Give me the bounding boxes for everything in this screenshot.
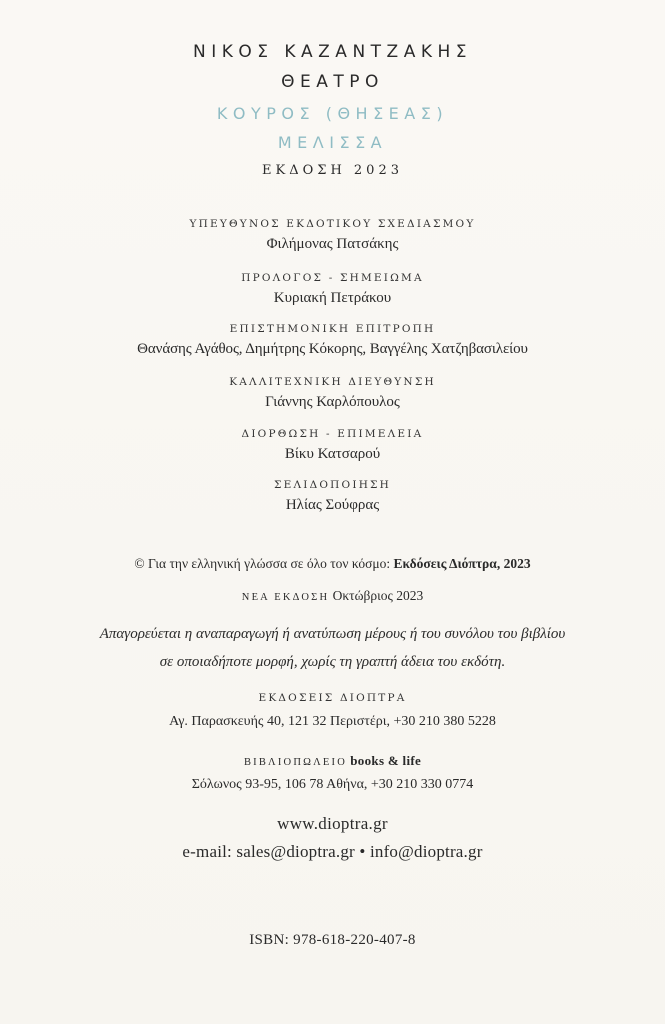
credit-role: ΚΑΛΛΙΤΕΧΝΙΚΗ ΔΙΕΥΘΥΝΣΗ xyxy=(229,376,436,388)
email-prefix: e-mail: xyxy=(182,842,237,861)
bookshop-address: Σόλωνος 93-95, 106 78 Αθήνα, +30 210 330 0774 xyxy=(191,777,474,792)
credit-role: ΠΡΟΛΟΓΟΣ - ΣΗΜΕΙΩΜΑ xyxy=(241,272,424,284)
credit-name: Γιάννης Καρλόπουλος xyxy=(265,394,400,410)
collection-title: ΘΕΑΤΡΟ xyxy=(281,72,384,92)
copyright-holder: Εκδόσεις Διόπτρα, 2023 xyxy=(393,556,531,571)
email-separator: • xyxy=(354,842,370,861)
rights-notice-line-2: σε οποιαδήποτε μορφή, χωρίς τη γραπτή άδεια του εκδότη. xyxy=(159,654,506,670)
isbn-number: ISBN: 978-618-220-407-8 xyxy=(249,932,416,948)
credit-role: ΣΕΛΙΔΟΠΟΙΗΣΗ xyxy=(273,479,392,491)
edition-label: ΕΚΔΟΣΗ 2023 xyxy=(262,163,403,178)
website-line xyxy=(0,814,665,834)
bookshop-label: ΒΙΒΛΙΟΠΩΛΕΙΟ xyxy=(243,757,348,768)
new-edition-label: ΝΕΑ ΕΚΔΟΣΗ xyxy=(241,592,330,603)
credit-name: Θανάσης Αγάθος, Δημήτρης Κόκορης, Βαγγέλης Χατζηβασιλείου xyxy=(137,341,528,357)
new-edition-date: Οκτώβριος 2023 xyxy=(332,588,424,603)
publisher-label: ΕΚΔΟΣΕΙΣ ΔΙΟΠΤΡΑ xyxy=(258,692,407,704)
credit-name: Ηλίας Σούφρας xyxy=(285,497,380,513)
copyright-line xyxy=(0,556,665,572)
rights-notice-line-1: Απαγορεύεται η αναπαραγωγή ή ανατύπωση μέρους ή του συνόλου του βιβλίου xyxy=(99,626,566,642)
credit-name: Φιλήμονας Πατσάκης xyxy=(266,236,399,252)
credit-role: ΥΠΕΥΘΥΝΟΣ ΕΚΔΟΤΙΚΟΥ ΣΧΕΔΙΑΣΜΟΥ xyxy=(189,218,476,230)
work-title-2: ΜΕΛΙΣΣΑ xyxy=(277,133,388,152)
author-name: ΝΙΚΟΣ ΚΑΖΑΝΤΖΑΚΗΣ xyxy=(192,42,472,62)
credit-name: Βίκυ Κατσαρού xyxy=(284,446,381,462)
email-line xyxy=(0,842,665,862)
copyright-text: © Για την ελληνική γλώσσα σε όλο τον κόσμο: xyxy=(134,556,394,571)
credit-role: ΕΠΙΣΤΗΜΟΝΙΚΗ ΕΠΙΤΡΟΠΗ xyxy=(229,323,436,335)
credit-role: ΔΙΟΡΘΩΣΗ - ΕΠΙΜΕΛΕΙΑ xyxy=(241,428,424,440)
publisher-address: Αγ. Παρασκευής 40, 121 32 Περιστέρι, +30 210 380 5228 xyxy=(169,714,496,729)
bookshop-line xyxy=(0,753,665,769)
credit-name: Κυριακή Πετράκου xyxy=(273,290,392,306)
email-sales-link[interactable]: sales@dioptra.gr xyxy=(236,842,355,861)
new-edition-line xyxy=(0,588,665,604)
bookshop-brand: books & life xyxy=(350,753,422,768)
email-info-link[interactable]: info@dioptra.gr xyxy=(369,842,483,861)
work-title-1: ΚΟΥΡΟΣ (ΘΗΣΕΑΣ) xyxy=(216,104,449,123)
website-link[interactable]: www.dioptra.gr xyxy=(277,814,388,833)
